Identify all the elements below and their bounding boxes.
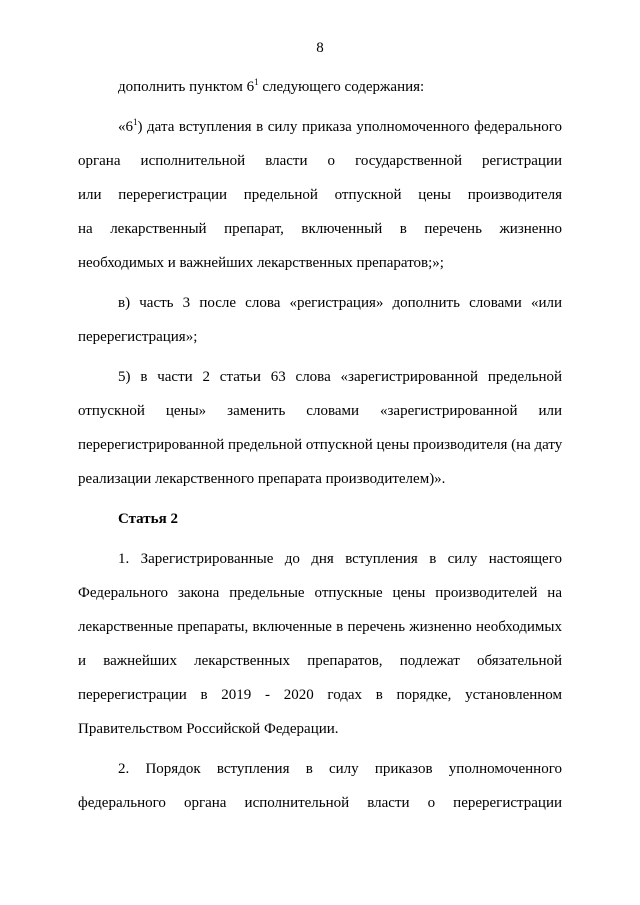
document-body (78, 70, 562, 820)
paragraph-line: лекарственные препараты, включенные в перечень жизненно необходимых (78, 619, 562, 635)
paragraph-line: и важнейших лекарственных препаратов, подлежат обязательной (78, 653, 562, 669)
paragraph-line: Правительством Российской Федерации. (78, 721, 339, 737)
paragraph-line: реализации лекарственного препарата производителем)». (78, 471, 446, 487)
text-span: следующего содержания: (258, 79, 425, 95)
paragraph-line: на лекарственный препарат, включенный в перечень жизненно (78, 221, 562, 237)
paragraph-line: в) часть 3 после слова «регистрация» дополнить словами «или (118, 295, 562, 311)
text-span: дополнить пунктом 6 (118, 79, 255, 95)
paragraph-line: перерегистрация»; (78, 329, 198, 345)
paragraph-line: Федерального закона предельные отпускные цены производителей на (78, 585, 562, 601)
text-span: ) дата вступления в силу приказа уполномоченного федерального (137, 119, 562, 135)
paragraph-amend-point (78, 70, 562, 104)
article-heading: Статья 2 (118, 511, 178, 527)
superscript: 1 (133, 117, 138, 127)
paragraph-line: отпускной цены» заменить словами «зарегистрированной или (78, 403, 562, 419)
paragraph-line: 5) в части 2 статьи 63 слова «зарегистрированной предельной (118, 369, 562, 385)
paragraph-line: 2. Порядок вступления в силу приказов уполномоченного (118, 761, 562, 777)
paragraph-line: перерегистрации в 2019 - 2020 годах в порядке, установленном (78, 687, 562, 703)
paragraph-line (78, 110, 562, 144)
paragraph-line: необходимых и важнейших лекарственных препаратов;»; (78, 255, 444, 271)
paragraph-line: перерегистрированной предельной отпускной цены производителя (на дату (78, 437, 563, 453)
paragraph-line: органа исполнительной власти о государственной регистрации (78, 153, 562, 169)
paragraph-line: федерального органа исполнительной власти о перерегистрации (78, 795, 562, 811)
paragraph-line: или перерегистрации предельной отпускной цены производителя (78, 187, 562, 203)
paragraph-line: 1. Зарегистрированные до дня вступления в силу настоящего (118, 551, 562, 567)
page-number: 8 (316, 40, 324, 56)
text-span: «6 (118, 119, 133, 135)
superscript: 1 (254, 77, 259, 87)
